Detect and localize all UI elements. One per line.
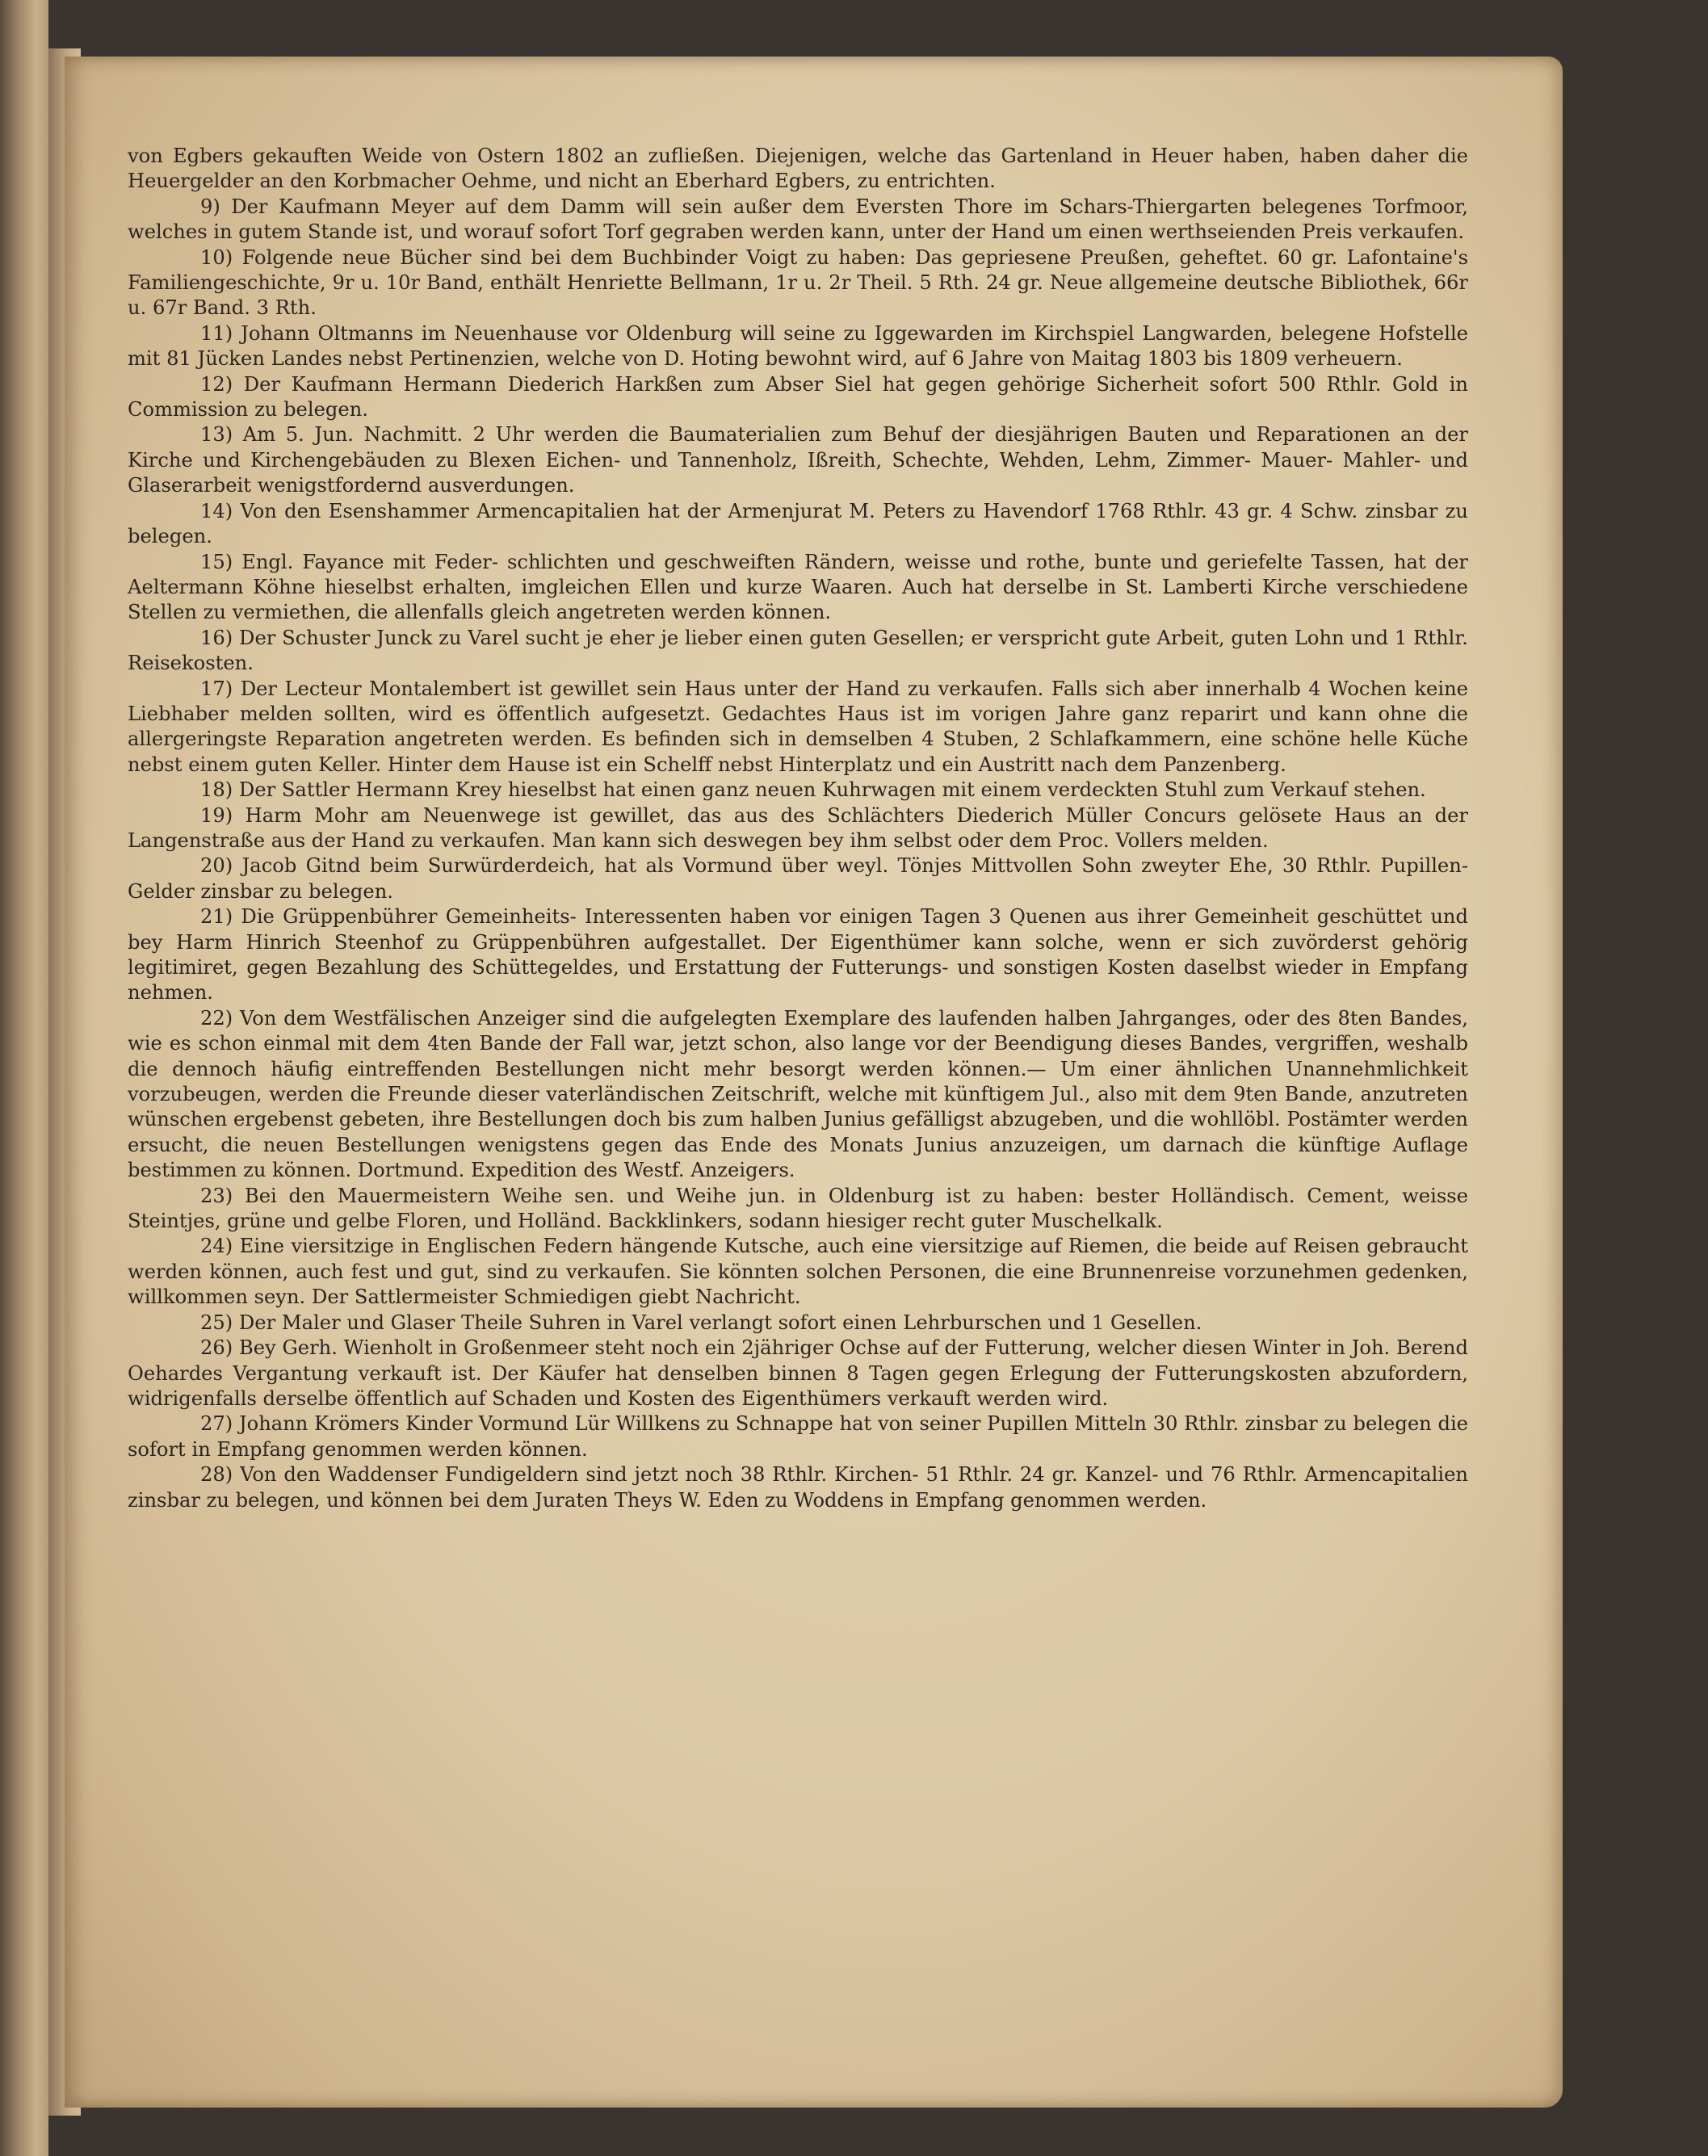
right-page [65,57,1563,2108]
notice-28: 28) Von den Waddenser Fundigeldern sind jetzt noch 38 Rthlr. Kirchen- 51 Rthlr. 24 gr. Kanzel- und 76 Rthlr. Armencapitalien zinsbar zu belegen, und können bei dem Juraten Theys W. Eden zu Woddens in Empfang genommen werden. [128,1463,1468,1512]
notice-20: 20) Jacob Gitnd beim Surwürderdeich, hat als Vormund über weyl. Tönjes Mittvollen Sohn zweyter Ehe, 30 Rthlr. Pupillen-Gelder zinsbar zu belegen. [128,854,1468,903]
notice-9: 9) Der Kaufmann Meyer auf dem Damm will sein außer dem Eversten Thore im Schars-Thiergarten belegenes Torfmoor, welches in gutem Stande ist, und worauf sofort Torf gegraben werden kann, unter der Hand um einen werthseienden Preis verkaufen. [128,195,1468,244]
notice-25: 25) Der Maler und Glaser Theile Suhren in Varel verlangt sofort einen Lehrburschen und 1 Gesellen. [200,1311,1202,1334]
notice-26: 26) Bey Gerh. Wienholt in Großenmeer steht noch ein 2jähriger Ochse auf der Futterung, welcher diesen Winter in Joh. Berend Oehardes Vergantung verkauft ist. Der Käufer hat denselben binnen 8 Tagen gegen Erlegung der Futterungskosten abzufordern, widrigenfalls derselbe öffentlich auf Schaden und Kosten des Eigenthümers verkauft werden wird. [128,1336,1468,1410]
notice-14: 14) Von den Esenshammer Armencapitalien hat der Armenjurat M. Peters zu Havendorf 1768 Rthlr. 43 gr. 4 Schw. zinsbar zu belegen. [128,499,1468,548]
notice-11: 11) Johann Oltmanns im Neuenhause vor Oldenburg will seine zu Iggewarden im Kirchspiel Langwarden, belegene Hofstelle mit 81 Jücken Landes nebst Pertinenzien, welche von D. Hoting bewohnt wird, auf 6 Jahre von Maitag 1803 bis 1809 verheuern. [128,321,1468,371]
notice-10: 10) Folgende neue Bücher sind bei dem Buchbinder Voigt zu haben: Das gepriesene Preußen, geheftet. 60 gr. Lafontaine's Familiengeschichte, 9r u. 10r Band, enthält Henriette Bellmann, 1r u. 2r Theil. 5 Rth. 24 gr. Neue allgemeine deutsche Bibliothek, 66r u. 67r Band. 3 Rth. [128,245,1468,320]
left-page-edge [0,0,48,2156]
notice-15: 15) Engl. Fayance mit Feder- schlichten und geschweiften Rändern, weisse und rothe, bunte und geriefelte Tassen, hat der Aeltermann Köhne hieselbst erhalten, imgleichen Ellen und kurze Waaren. Auch hat derselbe in St. Lamberti Kirche verschiedene Stellen zu vermiethen, die allenfalls gleich angetreten werden können. [128,550,1468,624]
notice-13: 13) Am 5. Jun. Nachmitt. 2 Uhr werden die Baumaterialien zum Behuf der diesjährigen Bauten und Reparationen an der Kirche und Kirchengebäuden zu Blexen Eichen- und Tannenholz, Ißreith, Schechte, Wehden, Lehm, Zimmer- Mauer- Mahler- und Glaserarbeit wenigstfordernd ausverdungen. [128,423,1468,497]
notice-18: 18) Der Sattler Hermann Krey hieselbst hat einen ganz neuen Kuhrwagen mit einem verdeckten Stuhl zum Verkauf stehen. [200,778,1426,802]
notice-23: 23) Bei den Mauermeistern Weihe sen. und Weihe jun. in Oldenburg ist zu haben: bester Holländisch. Cement, weisse Steintjes, grüne und gelbe Floren, und Holländ. Backklinkers, sodann hiesiger recht guter Muschelkalk. [128,1184,1468,1233]
notice-27: 27) Johann Krömers Kinder Vormund Lür Willkens zu Schnappe hat von seiner Pupillen Mitteln 30 Rthlr. zinsbar zu belegen die sofort in Empfang genommen werden können. [128,1412,1468,1461]
notice-16: 16) Der Schuster Junck zu Varel sucht je eher je lieber einen guten Gesellen; er verspricht gute Arbeit, guten Lohn und 1 Rthlr. Reisekosten. [128,626,1468,675]
notice-12: 12) Der Kaufmann Hermann Diederich Harkßen zum Abser Siel hat gegen gehörige Sicherheit sofort 500 Rthlr. Gold in Commission zu belegen. [128,372,1468,422]
notice-21: 21) Die Grüppenbührer Gemeinheits- Interessenten haben vor einigen Tagen 3 Quenen aus ihrer Gemeinheit geschüttet und bey Harm Hinrich Steenhof zu Grüppenbühren aufgestallet. Der Eigenthümer kann solche, wenn er sich zuvörderst gehörig legitimiret, gegen Bezahlung des Schüttegeldes, und Erstattung der Futterungs- und sonstigen Kosten daselbst wieder in Empfang nehmen. [128,905,1468,1005]
paragraph-continuation: von Egbers gekauften Weide von Ostern 1802 an zufließen. Diejenigen, welche das Gartenland in Heuer haben, haben daher die Heuergelder an den Korbmacher Oehme, und nicht an Eberhard Egbers, zu entrichten. [128,145,1468,193]
notice-24: 24) Eine viersitzige in Englischen Federn hängende Kutsche, auch eine viersitzige auf Riemen, die beide auf Reisen gebraucht werden können, auch fest und gut, sind zu verkaufen. Sie könnten solchen Personen, die eine Brunnenreise vorzunehmen gedenken, willkommen seyn. Der Sattlermeister Schmiedigen giebt Nachricht. [128,1235,1468,1309]
notice-19: 19) Harm Mohr am Neuenwege ist gewillet, das aus des Schlächters Diederich Müller Concurs gelösete Haus an der Langenstraße aus der Hand zu verkaufen. Man kann sich deswegen bey ihm selbst oder dem Proc. Vollers melden. [128,803,1468,852]
page-text [128,144,1468,1513]
notice-17: 17) Der Lecteur Montalembert ist gewillet sein Haus unter der Hand zu verkaufen. Falls sich aber innerhalb 4 Wochen keine Liebhaber melden sollten, wird es öffentlich aufgesetzt. Gedachtes Haus ist im vorigen Jahre ganz reparirt und kann ohne die allergeringste Reparation angetreten werden. Es befinden sich in demselben 4 Stuben, 2 Schlafkammern, eine schöne helle Küche nebst einem guten Keller. Hinter dem Hause ist ein Schelff nebst Hinterplatz und ein Austritt nach dem Panzenberg. [128,677,1468,776]
notice-22: 22) Von dem Westfälischen Anzeiger sind die aufgelegten Exemplare des laufenden halben Jahrganges, oder des 8ten Bandes, wie es schon einmal mit dem 4ten Bande der Fall war, jetzt schon, also lange vor der Beendigung dieses Bandes, vergriffen, weshalb die dennoch häufig eintreffenden Bestellungen nicht mehr besorgt werden können.— Um einer ähnlichen Unannehmlichkeit vorzubeugen, werden die Freunde dieser vaterländischen Zeitschrift, welche mit künftigem Jul., also mit dem 9ten Bande, anzutreten wünschen ergebenst gebeten, ihre Bestellungen doch bis zum halben Junius gefälligst abzugeben, und die wohllöbl. Postämter werden ersucht, die neuen Bestellungen wenigstens gegen das Ende des Monats Junius anzuzeigen, um darnach die künftige Auflage bestimmen zu können. Dortmund. Expedition des Westf. Anzeigers. [128,1006,1468,1182]
